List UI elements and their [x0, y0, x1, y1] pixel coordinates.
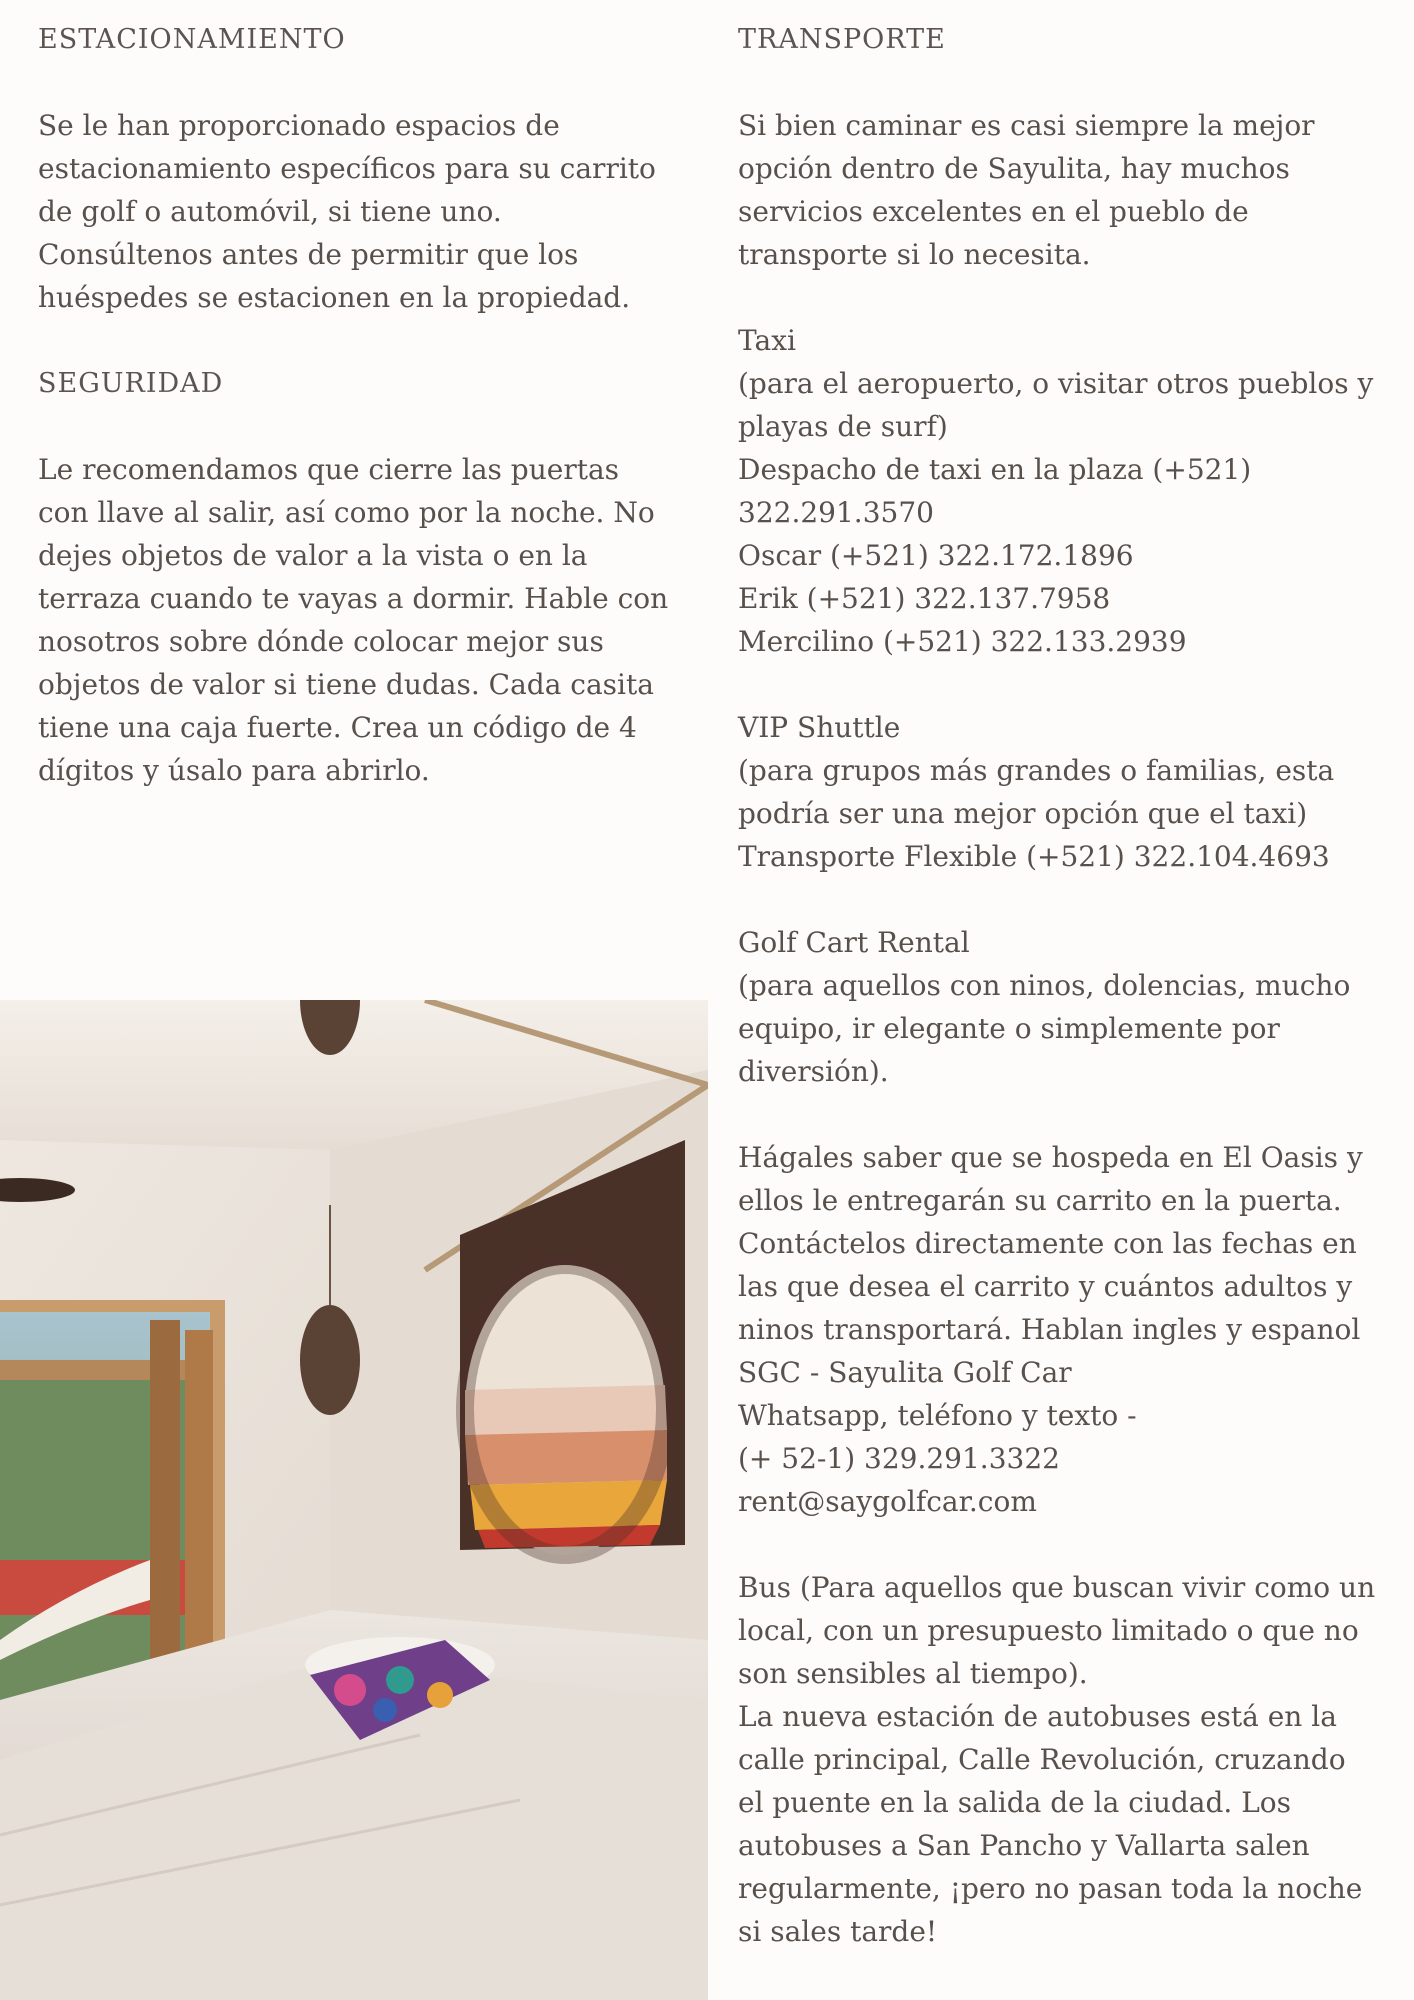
bus-title: Bus (Para aquellos que buscan vivir como un local, con un presupuesto limitado o que no son sensibles al tiempo). [738, 1571, 1376, 1690]
golf-details-text: Hágales saber que se hospeda en El Oasis y ellos le entregarán su carrito en la puerta. Contáctelos directamente con las fechas en las que desea el carrito y cuántos adultos y ninos transportará. Hablan ingles y espanol [738, 1141, 1363, 1346]
taxi-section [738, 319, 1378, 663]
taxi-contact: Mercilino (+521) 322.133.2939 [738, 625, 1187, 658]
bus-section [738, 1566, 1378, 1953]
vip-note: (para grupos más grandes o familias, esta podría ser una mejor opción que el taxi) [738, 754, 1335, 830]
right-column [738, 18, 1378, 1996]
taxi-dispatch: Despacho de taxi en la plaza (+521) 322.291.3570 [738, 453, 1252, 529]
left-column [38, 18, 678, 835]
vip-title: VIP Shuttle [738, 711, 901, 744]
taxi-contact: Oscar (+521) 322.172.1896 [738, 539, 1134, 572]
golf-email: rent@saygolfcar.com [738, 1485, 1037, 1518]
golf-note: (para aquellos con ninos, dolencias, mucho equipo, ir elegante o simplemente por diversión). [738, 969, 1351, 1088]
golf-title: Golf Cart Rental [738, 926, 970, 959]
taxi-contact: Erik (+521) 322.137.7958 [738, 582, 1111, 615]
vip-section [738, 706, 1378, 878]
bedroom-photo [0, 1000, 708, 2000]
security-text: Le recomendamos que cierre las puertas con llave al salir, así como por la noche. No dejes objetos de valor a la vista o en la terraza cuando te vayas a dormir. Hable con nosotros sobre dónde colocar mejor sus objetos de valor si tiene dudas. Cada casita tiene una caja fuerte. Crea un código de 4 dígitos y úsalo para abrirlo. [38, 453, 669, 787]
bus-text: La nueva estación de autobuses está en la calle principal, Calle Revolución, cruzando el puente en la salida de la ciudad. Los autobuses a San Pancho y Vallarta salen regularmente, ¡pero no pasan toda la noche si sales tarde! [738, 1700, 1363, 1948]
transport-heading: TRANSPORTE [738, 24, 946, 55]
golf-phone: (+ 52-1) 329.291.3322 [738, 1442, 1060, 1475]
golf-contact-label: Whatsapp, teléfono y texto - [738, 1399, 1137, 1432]
transport-intro: Si bien caminar es casi siempre la mejor opción dentro de Sayulita, hay muchos servicios excelentes en el pueblo de transporte si lo necesita. [738, 109, 1315, 271]
vip-contact: Transporte Flexible (+521) 322.104.4693 [738, 840, 1330, 873]
golf-details [738, 1136, 1378, 1523]
parking-heading: ESTACIONAMIENTO [38, 24, 346, 55]
parking-text: Se le han proporcionado espacios de estacionamiento específicos para su carrito de golf o automóvil, si tiene uno. Consúltenos antes de permitir que los huéspedes se estacionen en la propiedad. [38, 109, 656, 314]
security-heading: SEGURIDAD [38, 368, 224, 399]
taxi-note: (para el aeropuerto, o visitar otros pueblos y playas de surf) [738, 367, 1374, 443]
taxi-title: Taxi [738, 324, 796, 357]
bedroom-illustration [0, 1000, 708, 2000]
golf-section [738, 921, 1378, 1093]
golf-company: SGC - Sayulita Golf Car [738, 1356, 1072, 1389]
